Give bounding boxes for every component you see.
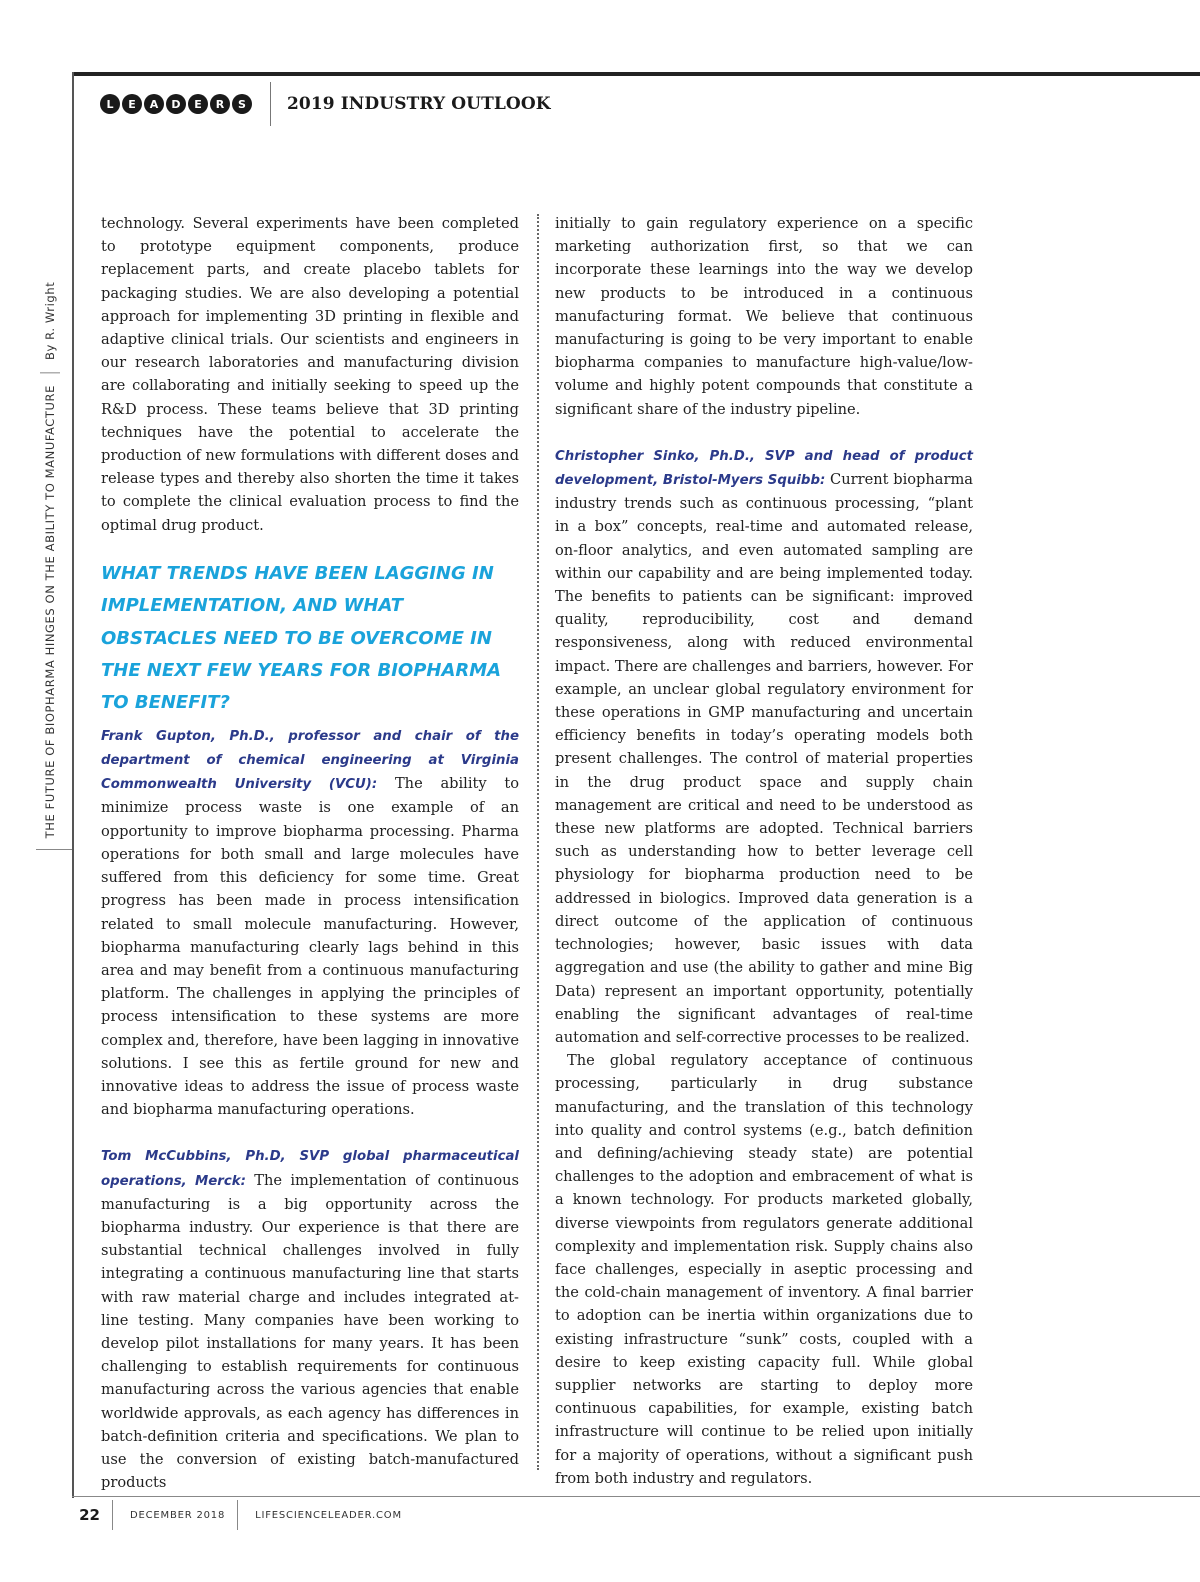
body-paragraph: The global regulatory acceptance of continuous processing, particularly in drug substance manufacturing, and the translation of this technology into quality and control systems (e.g., batch definition and defining/achieving steady state) are potential challenges to the adoption and embracement of what is a known technology. For products marketed globally, diverse viewpoints from regulators generate additional complexity and implementation risk. Supply chains also face challenges, especially in aseptic processing and the cold-chain management of inventory. A final barrier to adoption can be inertia within organizations due to existing infrastructure “sunk” costs, coupled with a desire to keep existing capacity full. While global supplier networks are starting to deploy more continuous capabilities, for example, existing batch infrastructure will continue to be relied upon initially for a majority of operations, without a significant push from both industry and regulators. bbox=[555, 1052, 973, 1487]
answer-text: The implementation of continuous manufacturing is a big opportunity across the biopharma industry. Our experience is that there are substantial technical challenges involved in fully integrating a continuous manufacturing line that starts with raw material charge and includes integrated at-line testing. Many companies have been working to develop pilot installations for many years. It has been challenging to establish requirements for continuous manufacturing across the various agencies that enable worldwide approvals, as each agency has differences in batch-definition criteria and specifications. We plan to use the conversion of existing batch-manufactured products bbox=[101, 1171, 519, 1492]
logo-letter: D bbox=[166, 94, 186, 114]
footer-separator bbox=[237, 1500, 238, 1530]
column-divider bbox=[537, 214, 539, 1470]
page-number: 22 bbox=[79, 1506, 100, 1524]
answer-paragraph bbox=[101, 1144, 519, 1494]
body-paragraph: initially to gain regulatory experience on a specific marketing authorization first, so that we can incorporate these learnings into the way we develop new products to be introduced in a continuous manufacturing format. We believe that continuous manufacturing is going to be very important to enable biopharma companies to manufacture high-value/low-volume and highly potent compounds that constitute a significant share of the industry pipeline. bbox=[555, 215, 973, 418]
footer-separator bbox=[112, 1500, 113, 1530]
sidebar-tick bbox=[36, 849, 72, 850]
logo-letter: E bbox=[188, 94, 208, 114]
website-link[interactable]: LIFESCIENCELEADER.COM bbox=[255, 1509, 402, 1521]
speaker-name: Frank Gupton, Ph.D., professor and chair of the department of chemical engineering at Virginia Commonwealth University (VCU): bbox=[101, 728, 519, 793]
logo-letter: R bbox=[210, 94, 230, 114]
logo-letter: S bbox=[232, 94, 252, 114]
speaker-name: Tom McCubbins, Ph.D, SVP global pharmaceutical operations, Merck: bbox=[101, 1149, 519, 1189]
answer-paragraph bbox=[101, 724, 519, 1121]
body-paragraph: technology. Several experiments have been completed to prototype equipment components, produce replacement parts, and create placebo tablets for packaging studies. We are also developing a potential approach for implementing 3D printing in flexible and adaptive clinical trials. Our scientists and engineers in our research laboratories and manufacturing division are collaborating and initially seeking to speed up the R&D process. These teams believe that 3D printing techniques have the potential to accelerate the production of new formulations with different doses and release types and thereby also shorten the time it takes to complete the clinical evaluation process to find the optimal drug product. bbox=[101, 215, 519, 534]
byline: By R. Wright bbox=[43, 281, 57, 360]
top-rule bbox=[72, 72, 1200, 76]
logo-letter: E bbox=[122, 94, 142, 114]
answer-text: The ability to minimize process waste is one example of an opportunity to improve biopharma processing. Pharma operations for both small and large molecules have suffered from this deficiency for some time. Great progress has been made in process intensification related to small molecule manufacturing. However, biopharma manufacturing clearly lags behind in this area and may benefit from a continuous manufacturing platform. The challenges in applying the principles of process intensification to these systems are more complex and, therefore, have been lagging in innovative solutions. I see this as fertile ground for new and innovative ideas to address the issue of process waste and biopharma manufacturing operations. bbox=[101, 775, 519, 1119]
answer-text: Current biopharma industry trends such as continuous processing, “plant in a box” concepts, real-time and automated release, on-floor analytics, and even automated sampling are within our capability and are being implemented today. The benefits to patients can be significant: improved quality, reproducibility, cost and demand responsiveness, along with reduced environmental impact. There are challenges and barriers, however. For example, an unclear global regulatory environment for these operations in GMP manufacturing and uncertain efficiency benefits in today’s operating models both present challenges. The control of material properties in the drug product space and supply chain management are critical and need to be understood as these new platforms are adopted. Technical barriers such as understanding how to better leverage cell physiology for biopharma production need to be addressed in biologics. Improved data generation is a direct outcome of the application of continuous technologies; however, basic issues with data aggregation and use (the ability to gather and mine Big Data) represent an important opportunity, potentially enabling the significant advantages of real-time automation and self-corrective processes to be realized. bbox=[555, 471, 973, 1046]
article-title: THE FUTURE OF BIOPHARMA HINGES ON THE ABILITY TO MANUFACTURE bbox=[43, 384, 57, 839]
page-header bbox=[100, 86, 551, 122]
leaders-logo bbox=[100, 94, 252, 114]
right-column bbox=[555, 212, 973, 1490]
sidebar-text bbox=[40, 282, 60, 839]
left-column bbox=[101, 212, 519, 1494]
answer-paragraph bbox=[555, 444, 973, 1049]
question-heading: WHAT TRENDS HAVE BEEN LAGGING IN IMPLEMENTATION, AND WHAT OBSTACLES NEED TO BE OVERCOME IN THE NEXT FEW YEARS FOR BIOPHARMA TO BENEFIT? bbox=[101, 562, 502, 714]
speaker-name: Christopher Sinko, Ph.D., SVP and head of product development, Bristol-Myers Squibb: bbox=[555, 448, 973, 489]
issue-date: DECEMBER 2018 bbox=[130, 1509, 226, 1521]
footer-rule bbox=[72, 1496, 1200, 1497]
left-margin-rule bbox=[72, 72, 74, 1498]
logo-letter: A bbox=[144, 94, 164, 114]
sidebar-separator bbox=[40, 372, 60, 373]
page-footer bbox=[72, 1500, 402, 1530]
header-divider bbox=[270, 82, 271, 126]
logo-letter: L bbox=[100, 94, 120, 114]
section-title: 2019 INDUSTRY OUTLOOK bbox=[287, 94, 551, 114]
